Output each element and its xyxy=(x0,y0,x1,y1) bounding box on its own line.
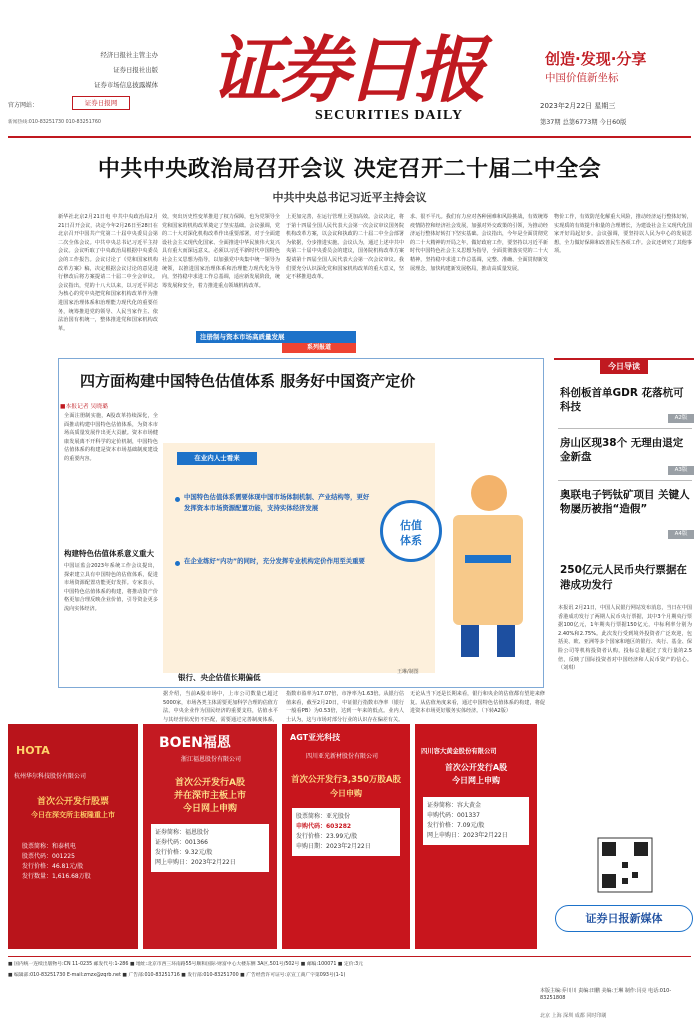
lead-column-2: 效，突出历史性变革推进了权力保障，也为党领导全党和国家的机构改革奠定了坚实基础。会议强调，党的二十大对深化机构改革作出重要部署，对于全面建设社会主义现代化国家、全面推进中华民族伟大复兴具有重大而深远意义。必须以习近平新时代中国特色社会主义思想为指导，以加强党中央集中统一领导为统领，以推进国家治理体系和治理能力现代化为导向，坚持稳中求进工作总基调，适应新发展阶段，统筹发展和安全，着力推进重点领域机构改革。 xyxy=(162,214,280,289)
print-locations: 北京 上海 深圳 成都 同时印刷 xyxy=(540,1013,607,1019)
sidebar-story-title: 250亿元人民币央行票据在港成功发行 xyxy=(560,564,687,591)
ad-name: 杭州华尔科技股份有限公司 xyxy=(14,773,87,780)
guide-item-title[interactable]: 科创板首单GDR 花落杭可科技 xyxy=(560,387,684,413)
ad-detail: 申购代码：603282 xyxy=(296,823,352,830)
lead-column-4: 求、很不平凡。我们有力应对各种困难和风险挑战，有效统筹疫情防控和经济社会发展，加强对外交政策的引领，为推动经济运行整体好转打下坚实基础。会议指出，今年是全面贯彻党的二十大精神的开局之年，做好政府工作，要坚持以习近平新时代中国特色社会主义思想为指导，全面贯彻落实党的二十大精神，坚持稳中求进工作总基调，完整、准确、全面贯彻新发展理念，加快构建新发展格局，推动高质量发展。 xyxy=(410,214,548,272)
guide-item-page: A3版 xyxy=(668,466,694,475)
masthead-credit-line: 证券市场信息披露媒体 xyxy=(94,81,158,89)
ad-line: 首次公开发行A股 xyxy=(444,763,508,772)
ad-name: 浙江福恩股份有限公司 xyxy=(181,756,242,763)
ad-detail: 证券简称：容大黄金 xyxy=(427,802,482,809)
bullet-dot-icon xyxy=(175,497,180,502)
ad-name: 四川亚光新材股份有限公司 xyxy=(306,753,379,760)
newspaper-logo: 证券日报 xyxy=(210,27,483,112)
ad-line: 今日在深交所主板隆重上市 xyxy=(31,811,115,819)
new-media-brand: 证券日报新媒体 xyxy=(555,905,693,932)
bubble-line: 体系 xyxy=(400,534,422,547)
guide-divider xyxy=(558,480,692,481)
masthead-credit-line: 证券日报社出版 xyxy=(113,66,158,74)
guide-item-title[interactable]: 房山区现38个 无理由退定金新盘 xyxy=(560,437,684,463)
ad-detail: 发行价格：23.99元/股 xyxy=(296,833,358,840)
ad-detail: 发行数量：1,616.68万股 xyxy=(22,873,91,880)
lead-column-1: 新华社北京2月21日电 中共中央政治局2月21日召开会议，决定今年2月26日至28日在北京召开中国共产党第二十届中央委员会第二次全体会议。中共中央总书记习近平主持会议。会议听取了中央政治局根据中央委员会的工作报告。会议讨论了《党和国家机构改革方案》稿，决定根据会议讨论的意见进行修改后将方案提请二十届二中全会审议。会议指出，党的十八大以来，以习近平同志为核心的党中央把党和国家机构改革作为推进国家治理体系和治理能力现代化的重要任务，统筹推进党的领导、人民当家作主、依法治国有机统一，整体推进党和国家机构改革。 xyxy=(58,214,158,332)
ad-panel-agt xyxy=(282,724,410,949)
guide-divider xyxy=(558,428,692,429)
feature-text-mid: 据介绍，当前A股市场中，上市公司数量已超过5000家，市场各类主体需要更加科学合理的估值方法，中央企业作为国民经济的重要支柱，估值水平与其经营状况仍不匹配，需要通过完善制度体系， xyxy=(163,691,278,723)
ad-detail: 发行价格：7.09元/股 xyxy=(427,822,485,829)
feature-text-right-b: 无论从当下还是长期来看，银行和央企的估值都有望迎来修复。从估值角度来看，通过中国特色估值体系的构建，将促进资本市场更好服务实体经济。（下转A2版） xyxy=(410,691,545,715)
ad-line: 首次公开发行股票 xyxy=(36,797,109,807)
lead-column-5: 物价工作，有效防范化解重大风险，推动经济运行整体好转，实现质的有效提升和量的合理增长，为建设社会主义现代化国家开好局起好步。会议强调，要坚持以人民为中心的发展思想，全力做好保障和改善民生各项工作。会议还研究了其他事项。 xyxy=(554,214,692,255)
ad-detail: 网上申购日：2023年2月22日 xyxy=(155,859,236,866)
masthead-divider xyxy=(8,136,691,138)
feature-section-heading: 构建特色估值体系意义重大 xyxy=(64,549,154,558)
valuation-bubble xyxy=(380,500,442,562)
feature-text-right-a: 指数市盈率为17.07倍，市净率为1.63倍。从银行估值来看，截至2月20日，中证银行指数市净率（银行一般看PB）为0.53倍，达到一年来的低点。业内人士认为，这与市场对部分行业的认识存在偏差有关。 xyxy=(286,691,404,723)
sidebar-story-body: 本报讯 2月21日，中国人民银行网站发布消息，当日在中国香港成功发行了两期人民币央行票据，其中3个月期央行票据100亿元，1年期央行票据150亿元，中标利率分别为2.40%和2.75%。此次发行受到境外投资者广泛欢迎，包括美、欧、亚洲等多个国家和地区的银行、央行、基金、保险公司等机构投资者认购，投标总量超过了发行量的2.5倍，反映了国际投资者对中国经济和人民币资产的信心。（刘琪） xyxy=(558,605,692,672)
ad-company: 四川容大黄金股份有限公司 xyxy=(421,748,497,755)
feature-text-intro: 全面注册制实施，A股改革持续深化，全面推动构建中国特色估值体系，为资本市场高质量发展作出更大贡献。资本市场健康发展离不开科学的定价机制，中国特色估值体系的构建是资本市场基础制度建设的重要内容。 xyxy=(64,413,158,462)
masthead-credits xyxy=(8,48,158,93)
ad-panel-rongda xyxy=(415,724,537,949)
newspaper-logo-en: SECURITIES DAILY xyxy=(315,108,464,123)
ad-line: 并在深市主板上市 xyxy=(173,791,246,801)
issue-number: 第37期 总第6773期 今日60版 xyxy=(540,119,627,126)
ad-line: 今日网上申购 xyxy=(182,804,237,814)
site-logo-link[interactable]: 证券日报网 xyxy=(72,96,130,110)
guide-item-page: A4版 xyxy=(668,530,694,539)
footer-line: ■ 编辑部:010-83251730 E-mail:zmzx@zqrb.net ■ 广告部:010-83251716 ■ 发行部:010-83251700 ■ 广告经营许可证号:京宣工商广字第093号(1-1) xyxy=(8,973,346,978)
site-label: 官方网站： xyxy=(8,102,39,109)
ad-line: 今日网上申购 xyxy=(452,776,500,785)
masthead-credit-line: 经济日报社主管主办 xyxy=(100,51,158,59)
slogan-sub: 中国价值新坐标 xyxy=(545,72,619,84)
slogan-main: 创造·发现·分享 xyxy=(545,50,647,68)
guide-item-title[interactable]: 奥联电子钙钛矿项目 关键人物屡历被指“造假” xyxy=(560,489,690,515)
ad-panel-boen xyxy=(143,724,277,949)
bubble-line: 估值 xyxy=(400,519,422,532)
infographic-point: 在企业练好“内功”的同时，充分发挥专业机构定价作用至关重要 xyxy=(184,557,365,565)
ad-detail: 网上申购日：2023年2月22日 xyxy=(427,832,508,839)
ad-company: AGT亚光科技 xyxy=(290,733,341,742)
guide-item-page: A2版 xyxy=(668,414,694,423)
bullet-dot-icon xyxy=(175,561,180,566)
ad-detail: 股票简称：亚光股份 xyxy=(296,813,351,820)
ad-company: HOTA xyxy=(16,744,50,757)
ad-detail: 证券代码：001366 xyxy=(155,839,208,846)
main-subhead: 中共中央总书记习近平主持会议 xyxy=(272,191,427,204)
footer-line: ■ 国内统一连续出版物号:CN 11-0235 邮发代号:1-286 ■ 地址:北京市西三环南路55号顺和国际·财富中心大楼东侧 3A区,501号/502号 ■ 邮编:100071 ■ 定价:3元 xyxy=(8,962,364,967)
feature-byline: ■本报记者 吴晓璐 xyxy=(60,404,108,410)
lead-column-3: 上更加完善，在运行管理上更加高效。会议决定，将于第十四届全国人民代表大会第一次会议审议国务院机构改革方案，以会议和执政的二十届二中全会部署为依据，分步推进实施。会议认为，通过上述中共中央第二十届中央委员会的建议，国务院机构改革方案提请第十四届全国人民代表大会第一次会议审议。我们要充分认识深化党和国家机构改革的重大意义，坚定不移推进改革。 xyxy=(286,214,404,281)
ad-company: BOEN福恩 xyxy=(159,735,231,751)
illustration-credit: 王琳/制图 xyxy=(397,669,419,675)
ad-detail: 证券简称：福恩股份 xyxy=(155,829,210,836)
ad-detail: 发行价格：46.81元/股 xyxy=(22,863,84,870)
page-staff-credits: 本版主编:乔川川 责编:田鹏 美编:王琳 制作:闫亮 电话:010-83251808 xyxy=(540,988,672,1001)
ad-detail: 发行价格：9.32元/股 xyxy=(155,849,213,856)
qr-code-icon xyxy=(598,838,652,892)
today-guide-tag: 今日导读 xyxy=(600,360,648,374)
series-banner-tag: 系列报道 xyxy=(282,343,356,353)
series-banner: 注册制与资本市场高质量发展 xyxy=(196,331,356,343)
feature-title: 四方面构建中国特色估值体系 服务好中国资产定价 xyxy=(80,372,416,390)
main-headline: 中共中央政治局召开会议 决定召开二十届二中全会 xyxy=(97,157,602,182)
feature-section-heading: 银行、央企估值长期偏低 xyxy=(178,673,261,682)
infographic-heading: 在业内人士看来 xyxy=(177,452,257,465)
news-hotline: 新闻热线:010-83251730 010-83251760 xyxy=(8,120,101,125)
ad-detail: 申购日期：2023年2月22日 xyxy=(296,843,371,850)
infographic-point: 中国特色估值体系需要体现中国市场体制机制、产业结构等，更好发挥资本市场资源配置功能，支持实体经济发展 xyxy=(184,493,370,512)
ad-detail: 申购代码：001337 xyxy=(427,812,480,819)
feature-text-body: 中国证监会2023年系统工作会议提出，探索建立具有中国特色的估值体系，促进市场资源配置功能更好发挥。专家表示，中国特色估值体系的构建，将推动资产价格更加合理反映企业价值，引导资金更多流向实体经济。 xyxy=(64,563,158,612)
ad-line: 首次公开发行A股 xyxy=(175,778,245,788)
page-footer xyxy=(8,956,691,981)
ad-detail: 股票简称：和泰机电 xyxy=(22,843,77,850)
issue-date: 2023年2月22日 星期三 xyxy=(540,102,616,110)
ad-detail: 股票代码：001225 xyxy=(22,853,75,860)
illustration-figure-icon xyxy=(445,455,535,665)
ad-line: 今日申购 xyxy=(330,789,362,798)
ad-panel-hota xyxy=(8,724,138,949)
ad-line: 首次公开发行3,350万股A股 xyxy=(291,775,401,785)
